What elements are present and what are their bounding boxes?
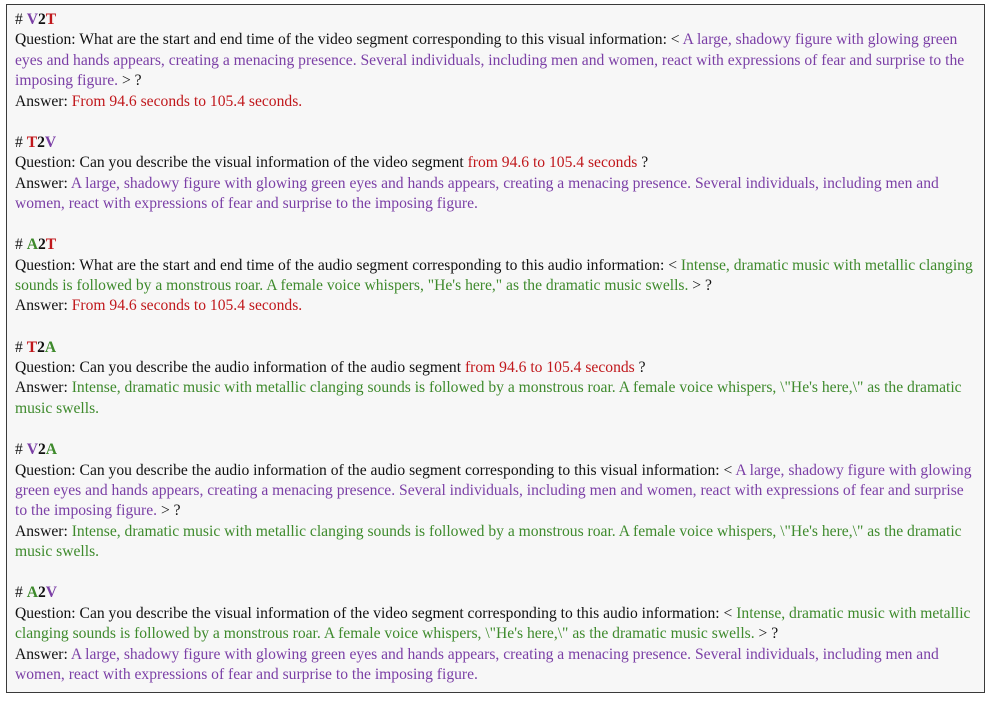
task-heading	[15, 133, 976, 153]
question-segment-text: ?	[637, 154, 649, 172]
task-block-t2v	[15, 133, 976, 215]
answer-segment-time: From 94.6 seconds to 105.4 seconds.	[71, 297, 303, 315]
heading-letter: T	[26, 133, 38, 151]
question-segment-text: > ?	[157, 502, 181, 520]
question-segment-text: > ?	[688, 277, 712, 295]
heading-letter: A	[44, 338, 57, 356]
question-line	[15, 153, 976, 173]
answer-line	[15, 92, 976, 112]
question-segment-audio: Intense, dramatic music with metallic clanging sounds is followed by a monstrous roar. A female voice whispers, \"He's here,\" as the dramatic music swells.	[15, 604, 971, 643]
question-segment-visual: A large, shadowy figure with glowing green eyes and hands appears, creating a menacing presence. Several individuals, including men and women, react with expressions of fear and surprise to the imposing figure.	[15, 31, 965, 90]
question-segment-time: from 94.6 to 105.4 seconds	[467, 154, 638, 172]
question-segment-audio: Intense, dramatic music with metallic clanging sounds is followed by a monstrous roar. A female voice whispers, "He's here," as the dramatic music swells.	[15, 256, 973, 295]
question-segment-text: Question: What are the start and end time of the video segment corresponding to this visual information: <	[15, 31, 683, 49]
heading-letter: 2	[37, 441, 46, 459]
answer-segment-visual: A large, shadowy figure with glowing green eyes and hands appears, creating a menacing presence. Several individuals, including men and women, react with expressions of fear and surprise to the imposing figure.	[15, 174, 939, 213]
answer-segment-text: Answer:	[15, 522, 72, 540]
answer-line	[15, 645, 976, 686]
heading-hash: #	[15, 236, 27, 254]
heading-letter: 2	[37, 236, 46, 254]
task-heading	[15, 10, 976, 30]
heading-letter: T	[45, 11, 57, 28]
answer-segment-text: Answer:	[15, 174, 71, 192]
question-segment-text: Question: Can you describe the visual information of the video segment corresponding to this audio information: <	[15, 604, 737, 622]
question-segment-text: Question: Can you describe the audio information of the audio segment	[15, 359, 465, 377]
heading-letter: 2	[37, 11, 46, 28]
answer-line	[15, 522, 976, 563]
heading-hash: #	[15, 11, 27, 28]
answer-segment-text: Answer:	[15, 645, 71, 663]
heading-hash: #	[15, 441, 27, 459]
heading-letter: V	[26, 11, 38, 28]
answer-segment-text: Answer:	[15, 297, 72, 315]
task-block-a2v	[15, 583, 976, 685]
question-line	[15, 30, 976, 91]
heading-letter: 2	[37, 584, 46, 602]
heading-letter: T	[26, 338, 38, 356]
heading-letter: V	[44, 133, 57, 151]
task-block-t2a	[15, 338, 976, 420]
heading-letter: A	[26, 236, 38, 254]
answer-line	[15, 378, 976, 419]
question-segment-text: Question: Can you describe the visual information of the video segment	[15, 154, 468, 172]
answer-line	[15, 174, 976, 215]
heading-hash: #	[15, 584, 27, 602]
heading-letter: V	[26, 441, 38, 459]
answer-segment-audio: Intense, dramatic music with metallic clanging sounds is followed by a monstrous roar. A female voice whispers, \"He's here,\" as the dramatic music swells.	[15, 522, 962, 561]
question-segment-text: > ?	[118, 72, 142, 90]
heading-hash: #	[15, 133, 27, 151]
answer-segment-audio: Intense, dramatic music with metallic clanging sounds is followed by a monstrous roar. A female voice whispers, \"He's here,\" as the dramatic music swells.	[15, 379, 962, 417]
heading-letter: 2	[37, 133, 45, 151]
answer-segment-visual: A large, shadowy figure with glowing green eyes and hands appears, creating a menacing presence. Several individuals, including men and women, react with expressions of fear and surprise to the imposing figure.	[15, 645, 939, 683]
question-segment-visual: A large, shadowy figure with glowing green eyes and hands appears, creating a menacing presence. Several individuals, including men and women, react with expressions of fear and surprise to the imposing figure.	[15, 461, 972, 520]
question-segment-text: Question: Can you describe the audio information of the audio segment corresponding to this visual information: <	[15, 461, 736, 479]
question-line	[15, 358, 976, 378]
question-segment-time: from 94.6 to 105.4 seconds	[464, 359, 635, 377]
task-block-v2t	[15, 10, 976, 112]
question-segment-text: Question: What are the start and end time of the audio segment corresponding to this audio information: <	[15, 256, 681, 274]
question-segment-text: > ?	[754, 625, 779, 643]
question-line	[15, 604, 976, 645]
task-heading	[15, 583, 976, 603]
task-heading	[15, 440, 976, 460]
question-line	[15, 461, 976, 522]
heading-letter: A	[26, 584, 38, 602]
answer-segment-time: From 94.6 seconds to 105.4 seconds.	[71, 92, 303, 110]
answer-line	[15, 296, 976, 316]
heading-letter: A	[45, 441, 58, 459]
answer-segment-text: Answer:	[15, 92, 72, 110]
task-heading	[15, 235, 976, 255]
question-segment-text: ?	[634, 359, 646, 377]
task-block-v2a	[15, 440, 976, 562]
answer-segment-text: Answer:	[15, 379, 72, 397]
heading-letter: V	[45, 584, 58, 602]
heading-hash: #	[15, 338, 27, 356]
question-line	[15, 256, 976, 297]
task-block-a2t	[15, 235, 976, 317]
task-heading	[15, 338, 976, 358]
qa-examples-panel	[6, 4, 985, 693]
heading-letter: 2	[37, 338, 45, 356]
heading-letter: T	[45, 236, 57, 254]
